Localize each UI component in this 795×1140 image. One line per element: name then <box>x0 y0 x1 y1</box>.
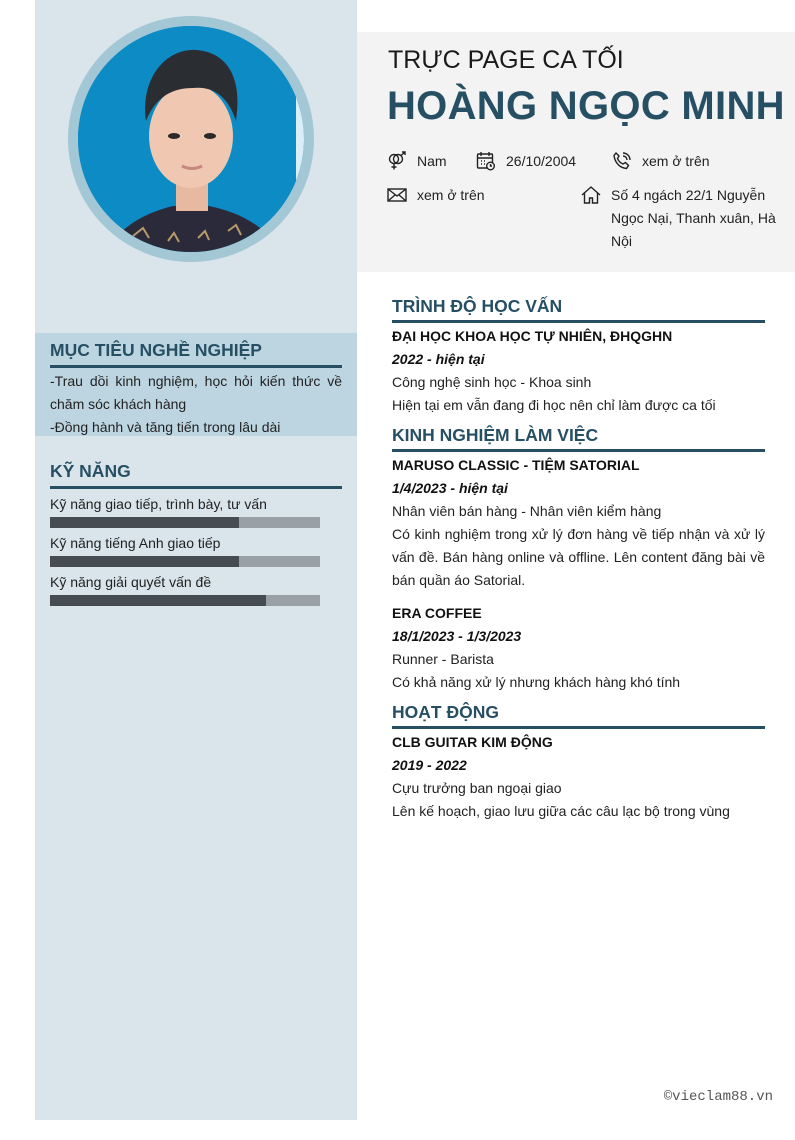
email-value: xem ở trên <box>417 187 485 203</box>
activity-description: Lên kế hoạch, giao lưu giữa các câu lạc bộ trong vùng <box>392 803 730 819</box>
education-period: 2022 - hiện tại <box>392 351 485 367</box>
home-icon <box>581 185 601 205</box>
activity-role: Cựu trưởng ban ngoại giao <box>392 780 562 796</box>
job-description: Có khả năng xử lý nhưng khách hàng khó tính <box>392 674 681 690</box>
section-title: KINH NGHIỆM LÀM VIỆC <box>392 423 765 452</box>
experience-section <box>392 423 765 694</box>
skill-label: Kỹ năng giải quyết vấn đề <box>50 574 212 590</box>
address-value: Số 4 ngách 22/1 Nguyễn Ngọc Nại, Thanh xuân, Hà Nội <box>611 187 776 249</box>
phone-value: xem ở trên <box>642 153 710 169</box>
skill-bar <box>50 595 320 606</box>
sidebar <box>35 0 357 1120</box>
gender-value: Nam <box>417 153 447 169</box>
section-title: MỤC TIÊU NGHỀ NGHIỆP <box>50 338 342 368</box>
objective-line: -Đồng hành và tăng tiến trong lâu dài <box>50 419 281 435</box>
section-title: HOẠT ĐỘNG <box>392 700 765 729</box>
job-description: Có kinh nghiệm trong xử lý đơn hàng về tiếp nhận và xử lý vấn đề. Bán hàng online và offline. Lên content đăng bài về bán quần áo Satorial. <box>392 526 765 588</box>
portrait-image <box>78 26 304 252</box>
skill-bar <box>50 517 320 528</box>
section-title: KỸ NĂNG <box>50 459 342 489</box>
activity-period: 2019 - 2022 <box>392 757 467 773</box>
position-title: TRỰC PAGE CA TỐI <box>388 46 624 74</box>
avatar <box>78 26 304 252</box>
skill-fill <box>50 595 266 606</box>
objective-text <box>50 370 342 439</box>
skill-fill <box>50 556 239 567</box>
skill-item <box>50 494 342 528</box>
education-note: Hiện tại em vẫn đang đi học nên chỉ làm được ca tối <box>392 397 716 413</box>
experience-item <box>392 602 765 694</box>
skill-item <box>50 572 342 606</box>
company-name: ERA COFFEE <box>392 605 482 621</box>
skill-item <box>50 533 342 567</box>
address-info <box>581 184 781 253</box>
avatar-frame <box>68 16 314 262</box>
gender-info <box>387 150 447 173</box>
birthday-info <box>476 150 576 173</box>
objective-line: -Trau dồi kinh nghiệm, học hỏi kiến thức về chăm sóc khách hàng <box>50 373 342 412</box>
company-name: MARUSO CLASSIC - TIỆM SATORIAL <box>392 457 640 473</box>
job-title: Nhân viên bán hàng - Nhân viên kiểm hàng <box>392 503 662 519</box>
skill-fill <box>50 517 239 528</box>
job-period: 18/1/2023 - 1/3/2023 <box>392 628 522 644</box>
birthday-value: 26/10/2004 <box>506 153 577 169</box>
career-objective-section <box>35 333 357 436</box>
phone-info <box>612 150 710 173</box>
job-period: 1/4/2023 - hiện tại <box>392 480 508 496</box>
activity-org: CLB GUITAR KIM ĐỘNG <box>392 734 553 750</box>
email-info <box>387 184 485 207</box>
section-title: TRÌNH ĐỘ HỌC VẤN <box>392 294 765 323</box>
calendar-icon <box>476 151 496 171</box>
skills-section <box>50 459 342 611</box>
main-content <box>392 294 765 829</box>
job-title: Runner - Barista <box>392 651 494 667</box>
candidate-name: HOÀNG NGỌC MINH <box>387 84 785 128</box>
mail-icon <box>387 185 407 205</box>
activities-section <box>392 700 765 823</box>
gender-icon <box>387 151 407 171</box>
education-section <box>392 294 765 417</box>
school-name: ĐẠI HỌC KHOA HỌC TỰ NHIÊN, ĐHQGHN <box>392 328 673 344</box>
education-major: Công nghệ sinh học - Khoa sinh <box>392 374 592 390</box>
phone-icon <box>612 151 632 171</box>
profile-header <box>357 32 795 272</box>
skill-bar <box>50 556 320 567</box>
skill-label: Kỹ năng tiếng Anh giao tiếp <box>50 535 221 551</box>
watermark: ©vieclam88.vn <box>663 1089 773 1105</box>
skill-label: Kỹ năng giao tiếp, trình bày, tư vấn <box>50 496 267 512</box>
experience-item <box>392 454 765 592</box>
